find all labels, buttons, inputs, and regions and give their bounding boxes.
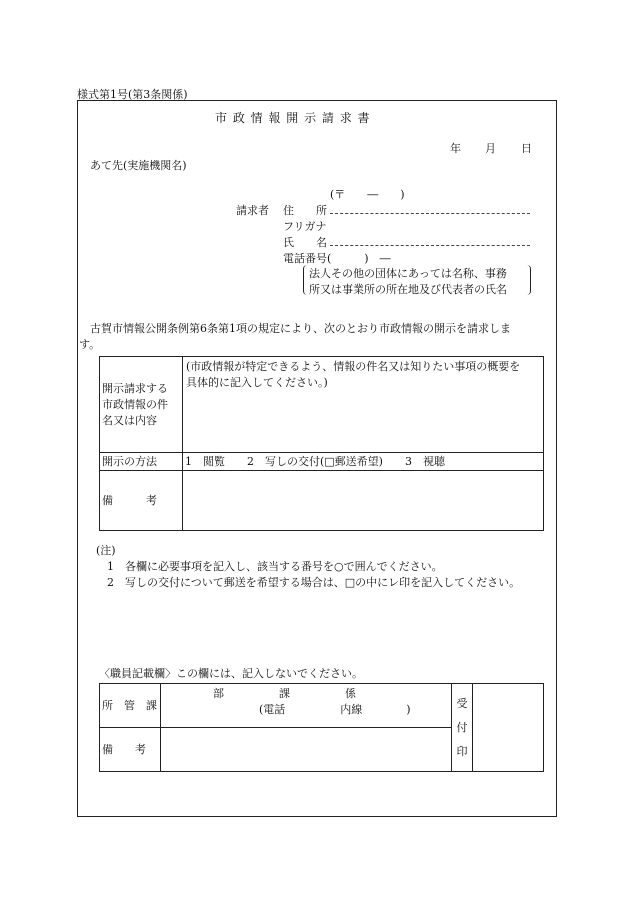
name-label: 氏 名 (283, 236, 327, 249)
furigana-label: フリガナ (283, 220, 327, 233)
department-line: 部 課 係 (213, 687, 356, 700)
date-day-field[interactable]: 日 (521, 142, 532, 155)
staff-table (99, 683, 544, 772)
name-input-line[interactable] (330, 245, 530, 246)
request-subject-field[interactable] (183, 357, 544, 453)
address-label: 住 所 (283, 204, 327, 217)
staff-remarks-label: 備 考 (100, 728, 161, 772)
date-year-field[interactable]: 年 (450, 142, 461, 155)
staff-section-heading: 〈職員記載欄〉この欄には、記入しないでください。 (99, 667, 363, 680)
body-text-line1: 古賀市情報公開条例第6条第1項の規定により、次のとおり市政情報の開示を請求しま (90, 322, 511, 335)
department-field[interactable] (161, 684, 452, 728)
date-month-field[interactable]: 月 (485, 142, 496, 155)
disclosure-method-label: 開示の方法 (100, 453, 183, 471)
reception-stamp-area[interactable] (473, 684, 544, 772)
form-number: 様式第1号(第3条関係) (77, 88, 188, 101)
notes-heading: (注) (96, 544, 116, 557)
request-subject-hint-line2: 具体的に記入してください。) (186, 376, 328, 389)
requester-note-line1: 法人その他の団体にあっては名称、事務 (309, 267, 507, 280)
remarks-label: 備 考 (100, 471, 183, 531)
staff-remarks-field[interactable] (161, 728, 452, 772)
extension-line: (電話 内線 ) (259, 703, 411, 716)
phone-label: 電話番号( ) ― (283, 252, 391, 265)
reception-stamp-label: 受 付 印 (452, 684, 473, 772)
form-title: 市 政 情 報 開 示 請 求 書 (215, 111, 371, 125)
body-text-line2: す。 (79, 338, 101, 351)
request-table (99, 356, 544, 531)
address-input-line[interactable] (330, 213, 530, 214)
note-item-1: 1 各欄に必要事項を記入し、該当する番号を○で囲んでください。 (107, 560, 443, 573)
note-item-2: 2 写しの交付について郵送を希望する場合は、□の中にレ印を記入してください。 (107, 576, 521, 589)
requester-note-line2: 所又は事業所の所在地及び代表者の氏名 (309, 283, 507, 296)
disclosure-method-options[interactable]: 1 閲覧 2 写しの交付(□郵送希望) 3 視聴 (183, 453, 544, 471)
request-subject-label: 開示請求する市政情報の件名又は内容 (100, 357, 183, 453)
department-label: 所 管 課 (100, 684, 161, 728)
requester-label: 請求者 (236, 204, 269, 217)
recipient-label: あて先(実施機関名) (90, 159, 187, 172)
request-subject-hint-line1: (市政情報が特定できるよう、情報の件名又は知りたい事項の概要を (186, 360, 521, 373)
remarks-field[interactable] (183, 471, 544, 531)
postal-code-field[interactable]: (〒 ― ) (330, 188, 405, 201)
